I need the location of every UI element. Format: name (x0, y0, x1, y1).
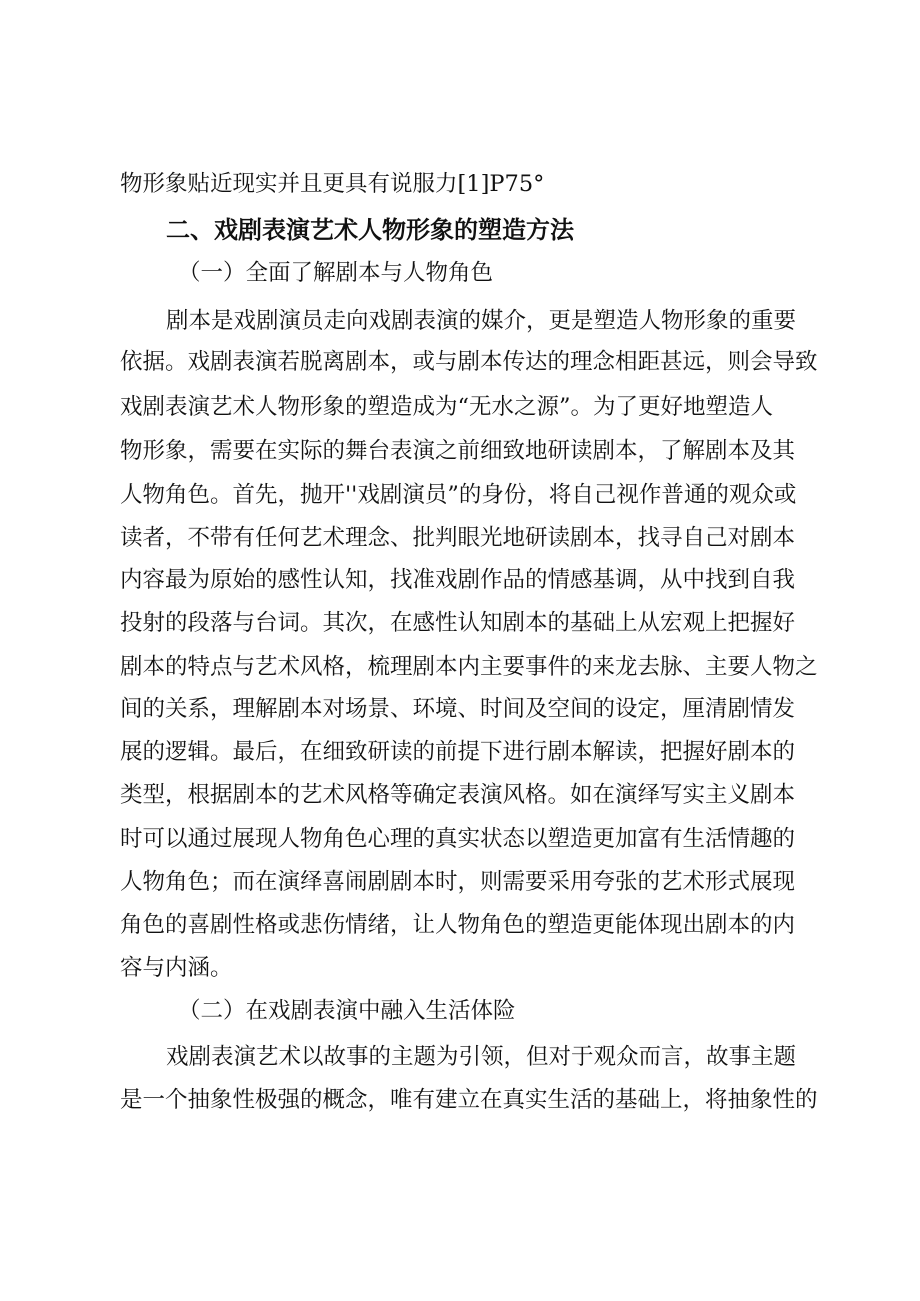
paragraph-line: 依据。戏剧表演若脱离剧本，或与剧本传达的理念相距甚远，则会导致 (120, 349, 818, 375)
section-heading: 二、戏剧表演艺术人物形象的塑造方法 (166, 216, 574, 244)
paragraph-line: 间的关系，理解剧本对场景、环境、时间及空间的设定，厘清剧情发 (120, 696, 796, 722)
paragraph-line: 戏剧表演艺术以故事的主题为引领，但对于观众而言，故事主题 (166, 1044, 797, 1070)
paragraph-line: 投射的段落与台词。其次，在感性认知剧本的基础上从宏观上把握好 (120, 610, 796, 636)
paragraph-line: 是一个抽象性极强的概念，唯有建立在真实生活的基础上，将抽象性的 (120, 1087, 818, 1113)
paragraph-line: 类型，根据剧本的艺术风格等确定表演风格。如在演绎写实主义剧本 (120, 782, 796, 808)
paragraph-line: 剧本的特点与艺术风格，梳理剧本内主要事件的来龙去脉、主要人物之 (120, 654, 818, 680)
paragraph-line: 展的逻辑。最后，在细致研读的前提下进行剧本解读，把握好剧本的 (120, 739, 796, 765)
paragraph-line: 人物角色。首先，抛开''戏剧演员”的身份，将自己视作普通的观众或 (120, 482, 797, 508)
paragraph-line: 物形象，需要在实际的舞台表演之前细致地研读剧本，了解剧本及其 (120, 438, 796, 464)
paragraph-line: 人物角色；而在演绎喜闹剧剧本时，则需要采用夸张的艺术形式展现 (120, 869, 796, 895)
paragraph-line: 内容最为原始的感性认知，找准戏剧作品的情感基调，从中找到自我 (120, 567, 796, 593)
subsection-1-title: （一）全面了解剧本与人物角色 (178, 260, 494, 286)
paragraph-line: 容与内涵。 (120, 955, 233, 981)
paragraph-line: 读者，不带有任何艺术理念、批判眼光地研读剧本，找寻自己对剧本 (120, 525, 796, 551)
paragraph-line: 角色的喜剧性格或悲伤情绪，让人物角色的塑造更能体现出剧本的内 (120, 912, 796, 938)
subsection-2-title: （二）在戏剧表演中融入生活体险 (178, 998, 516, 1024)
paragraph-line: 剧本是戏剧演员走向戏剧表演的媒介，更是塑造人物形象的重要 (166, 308, 797, 334)
opening-line: 物形象贴近现实并且更具有说服力[1]P75° (120, 171, 545, 197)
paragraph-line: 时可以通过展现人物角色心理的真实状态以塑造更加富有生活情趣的 (120, 826, 796, 852)
paragraph-line: 戏剧表演艺术人物形象的塑造成为“无水之源”。为了更好地塑造人 (120, 394, 774, 420)
